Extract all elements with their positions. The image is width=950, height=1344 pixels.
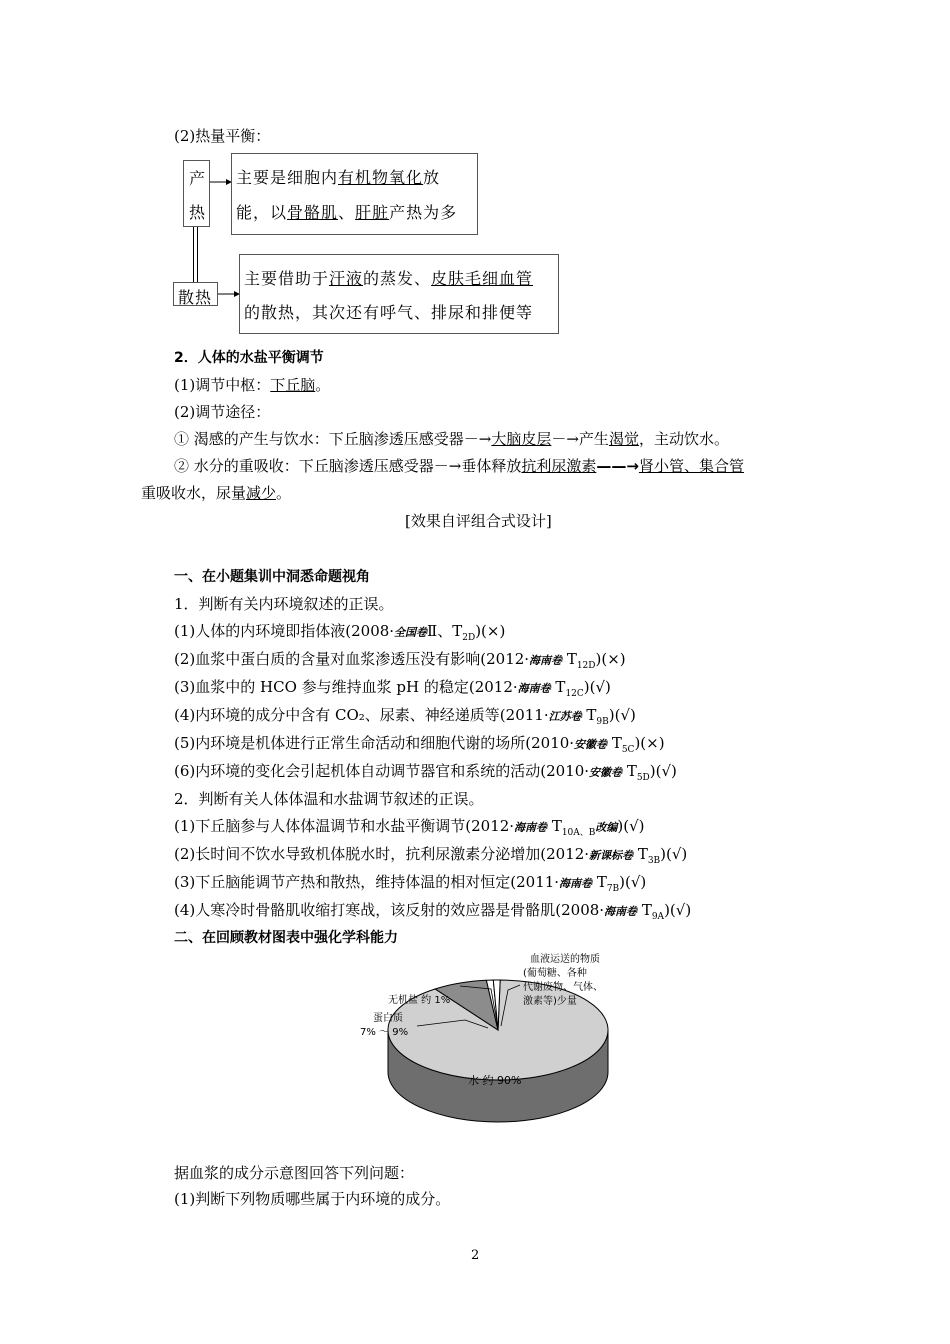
item-end: )(√)	[617, 817, 645, 835]
item-sub: 7B	[606, 884, 620, 894]
slice-label-other-4: 激素等)少量	[523, 996, 577, 1007]
center-post: 。	[315, 376, 331, 394]
q1-item	[174, 760, 677, 783]
item-source: 安徽卷	[589, 766, 623, 779]
item-source: 海南卷	[517, 682, 551, 695]
item-extra: T	[581, 706, 597, 724]
item-text: (2)血浆中蛋白质的含量对血浆渗透压没有影响(2012·	[174, 650, 530, 668]
q2-item	[174, 843, 687, 866]
reabs-underline-2: 肾小管、集合管	[638, 457, 744, 475]
slice-label-other-2: (葡萄糖、各种	[523, 968, 587, 979]
q1-item	[174, 648, 626, 671]
double-connector	[192, 227, 200, 283]
reabs-mid: ——→	[596, 457, 639, 475]
item-sub: 9A	[651, 912, 665, 922]
q2-item	[174, 815, 645, 838]
item-text: (4)内环境的成分中含有 CO₂、尿素、神经递质等(2011·	[174, 706, 549, 724]
path-heading: (2)调节途径：	[174, 403, 271, 421]
item-end: )(√)	[608, 706, 636, 724]
q1-item	[174, 732, 665, 755]
item-extra: T	[622, 762, 637, 780]
plasma-composition-pie-chart	[360, 948, 630, 1138]
item-source: 海南卷	[529, 654, 563, 667]
produce-heat-desc	[231, 153, 478, 235]
item-end: )(√)	[660, 845, 688, 863]
page-number: 2	[471, 1248, 480, 1263]
item-end: )(×)	[634, 734, 665, 752]
produce-text-1-pre: 主要是细胞内	[236, 168, 339, 187]
dissipate-text-2: 的散热，其次还有呼气、排尿和排便等	[244, 303, 534, 322]
heat-heading: (2)热量平衡：	[174, 127, 271, 145]
item-source: 安徽卷	[574, 738, 608, 751]
item-extra: T	[547, 817, 562, 835]
part2-heading: 二、在回顾教材图表中强化学科能力	[174, 930, 398, 946]
dissipate-text-1-pre: 主要借助于	[244, 269, 330, 288]
reabsorption-line-2	[141, 482, 291, 503]
item-text: (2)长时间不饮水导致机体脱水时，抗利尿激素分泌增加(2012·	[174, 845, 590, 863]
reabs-underline-1: 抗利尿激素	[521, 457, 597, 475]
slice-label-other-1: 血液运送的物质	[530, 954, 600, 965]
produce-text-2-mid: 、	[338, 203, 356, 222]
item-sub: 9B	[596, 717, 609, 727]
dissipate-heat-box	[173, 282, 218, 306]
item-text: (5)内环境是机体进行正常生命活动和细胞代谢的场所(2010·	[174, 734, 575, 752]
item-text: (3)血浆中的 HCO 参与维持血浆 pH 的稳定(2012·	[174, 678, 518, 696]
produce-text-2-underline-2: 肝脏	[355, 203, 390, 222]
item-sub: 12D	[576, 661, 596, 671]
item-end: )(√)	[619, 873, 647, 891]
slice-label-salt: 无机盐 约 1%	[388, 995, 451, 1006]
produce-text-2-pre: 能，以	[236, 203, 288, 222]
slice-label-protein-1: 蛋白质	[373, 1013, 403, 1024]
item-extra: T	[550, 678, 566, 696]
produce-text-1-post: 放	[423, 168, 441, 187]
reabs-line2-post: 。	[276, 484, 292, 502]
item-end: )(√)	[649, 762, 677, 780]
question-1: (1)判断下列物质哪些属于内环境的成分。	[174, 1190, 451, 1208]
water-salt-heading: 2．人体的水盐平衡调节	[174, 350, 324, 366]
thirst-mid: －→产生	[551, 430, 609, 448]
center-pre: (1)调节中枢：	[174, 376, 271, 394]
item-source: 新课标卷	[589, 849, 634, 862]
item-text: (6)内环境的变化会引起机体自动调节器官和系统的活动(2010·	[174, 762, 590, 780]
item-extra: T	[607, 734, 622, 752]
produce-label-1: 产	[189, 169, 207, 188]
part1-heading: 一、在小题集训中洞悉命题视角	[174, 569, 370, 585]
q1-item	[174, 676, 611, 699]
item-sub: 12C	[565, 689, 584, 699]
arrow-icon	[210, 176, 232, 188]
item-sub: 10A、B	[561, 828, 596, 838]
q1-heading: 1．判断有关内环境叙述的正误。	[174, 595, 394, 613]
item-extra: T	[637, 901, 652, 919]
item-extra: Ⅱ、T	[427, 622, 463, 640]
dissipate-text-1-underline-2: 皮肤毛细血管	[431, 269, 534, 288]
produce-text-1-underline: 有机物氧化	[338, 168, 424, 187]
produce-label-2: 热	[189, 203, 207, 222]
item-extra: T	[633, 845, 648, 863]
item-text: (1)人体的内环境即指体液(2008·	[174, 622, 395, 640]
slice-label-protein-2: 7% ～ 9%	[360, 1027, 409, 1038]
thirst-pre: ① 渴感的产生与饮水：下丘脑渗透压感受器－→	[174, 430, 492, 448]
reabsorption-line	[174, 455, 744, 476]
thirst-line	[174, 428, 729, 449]
arrow-icon	[218, 288, 240, 300]
item-sub: 5D	[636, 773, 650, 783]
item-source: 全国卷	[394, 626, 428, 639]
q2-heading: 2．判断有关人体体温和水盐调节叙述的正误。	[174, 790, 484, 808]
item-end: )(√)	[583, 678, 611, 696]
center-underline: 下丘脑	[270, 376, 316, 394]
dissipate-label: 散热	[178, 288, 213, 307]
reabs-line2-underline: 减少	[246, 484, 277, 502]
item-end: )(×)	[475, 622, 506, 640]
item-text: (3)下丘脑能调节产热和散热，维持体温的相对恒定(2011·	[174, 873, 560, 891]
item-text: (1)下丘脑参与人体体温调节和水盐平衡调节(2012·	[174, 817, 515, 835]
item-extra: T	[562, 650, 577, 668]
thirst-underline-1: 大脑皮层	[491, 430, 552, 448]
dissipate-text-1-underline-1: 汗液	[329, 269, 364, 288]
produce-text-2-underline-1: 骨骼肌	[287, 203, 339, 222]
item-source: 海南卷	[604, 905, 638, 918]
item-end: )(×)	[595, 650, 626, 668]
item-sub: 2D	[462, 633, 476, 643]
slice-label-water: 水 约 90%	[468, 1074, 522, 1087]
item-source: 海南卷	[514, 821, 548, 834]
item-sub: 3B	[647, 856, 661, 866]
thirst-underline-2: 渴觉	[608, 430, 639, 448]
item-source: 江苏卷	[548, 710, 582, 723]
item-source: 海南卷	[559, 877, 593, 890]
dissipate-heat-desc	[239, 254, 559, 334]
produce-text-2-post: 产热为多	[389, 203, 458, 222]
regulation-center	[174, 374, 330, 395]
reabs-line2-pre: 重吸收水，尿量	[141, 484, 247, 502]
item-end: )(√)	[664, 901, 692, 919]
slice-label-other-3: 代谢废物、气体、	[523, 982, 603, 993]
item-text: (4)人寒冷时骨骼肌收缩打寒战，该反射的效应器是骨骼肌(2008·	[174, 901, 605, 919]
item-sub: 5C	[621, 745, 635, 755]
thirst-post: ，主动饮水。	[638, 430, 729, 448]
q1-item	[174, 620, 505, 643]
produce-heat-box	[183, 160, 210, 227]
dissipate-text-1-mid: 的蒸发、	[363, 269, 432, 288]
q2-item	[174, 899, 691, 922]
section-title: [效果自评组合式设计]	[405, 512, 552, 530]
q2-item	[174, 871, 646, 894]
reabs-pre: ② 水分的重吸收：下丘脑渗透压感受器－→垂体释放	[174, 457, 522, 475]
q1-item	[174, 704, 636, 727]
item-source-2: 改编	[595, 821, 618, 834]
question-intro: 据血浆的成分示意图回答下列问题：	[174, 1164, 415, 1182]
item-extra: T	[592, 873, 607, 891]
